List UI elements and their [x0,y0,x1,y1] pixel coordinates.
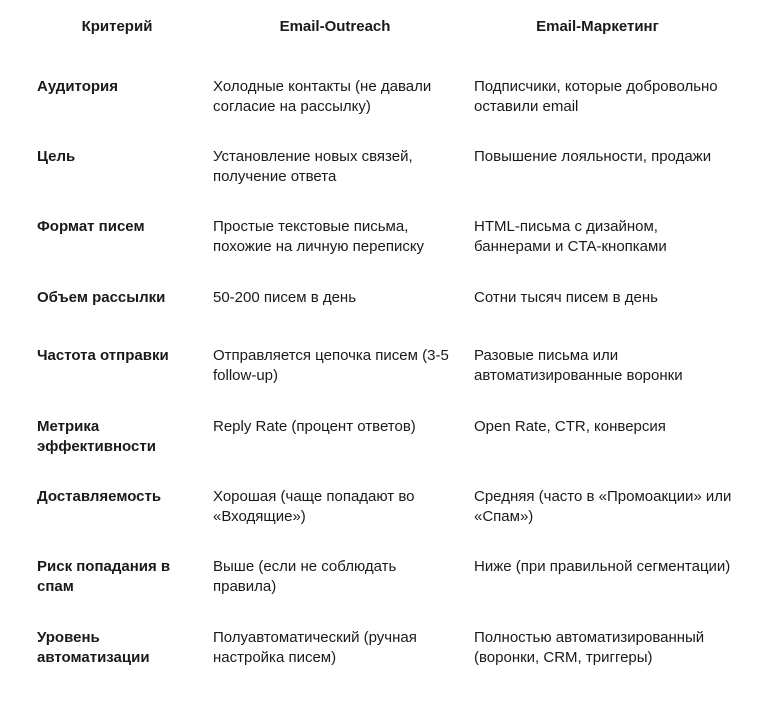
criterion-cell: Аудитория [37,78,118,95]
marketing-cell: Средняя (часто в «Промоакции» или «Спам») [474,488,732,525]
criterion-cell: Цель [37,148,76,165]
marketing-cell: Open Rate, CTR, конверсия [474,418,666,435]
marketing-cell: Подписчики, которые добровольно оставили email [474,78,718,115]
marketing-cell: Сотни тысяч писем в день [474,289,658,306]
header-criterion: Критерий [81,18,153,35]
outreach-cell: Холодные контакты (не давали согласие на рассылку) [213,78,432,115]
marketing-cell: Разовые письма или автоматизированные воронки [474,347,683,384]
marketing-cell: Повышение лояльности, продажи [474,148,712,165]
criterion-cell: Частота отправки [37,347,169,364]
marketing-cell: Полностью автоматизированный (воронки, CRM, триггеры) [474,629,705,666]
header-outreach: Email-Outreach [279,18,391,35]
outreach-cell: Reply Rate (процент ответов) [213,418,416,435]
criterion-cell: Доставляемость [37,488,162,505]
outreach-cell: Выше (если не соблюдать правила) [213,558,397,595]
marketing-cell: Ниже (при правильной сегментации) [474,558,731,575]
outreach-cell: Полуавтоматический (ручная настройка писем) [213,629,417,666]
criterion-cell: Риск попадания в спам [37,558,171,595]
outreach-cell: 50-200 писем в день [213,289,357,306]
criterion-cell: Уровень автоматизации [37,629,150,666]
marketing-cell: HTML-письма с дизайном, баннерами и CTA-кнопками [474,218,667,255]
outreach-cell: Хорошая (чаще попадают во «Входящие») [213,488,415,525]
outreach-cell: Установление новых связей, получение ответа [213,148,413,185]
outreach-cell: Простые текстовые письма, похожие на личную переписку [213,218,425,255]
criterion-cell: Метрика эффективности [37,418,156,455]
header-marketing: Email-Маркетинг [536,18,659,35]
outreach-cell: Отправляется цепочка писем (3-5 follow-up) [213,347,449,384]
criterion-cell: Формат писем [37,218,145,235]
criterion-cell: Объем рассылки [37,289,166,306]
